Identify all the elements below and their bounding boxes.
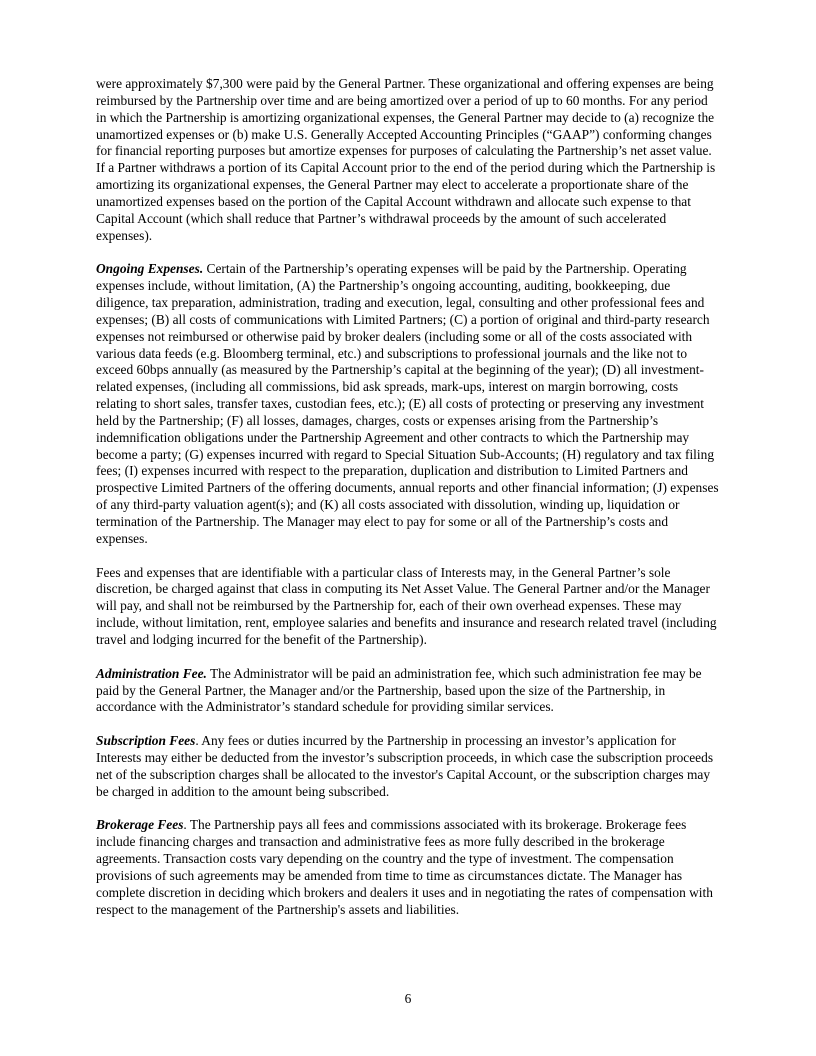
section-heading-brokerage-fees: Brokerage Fees [96,817,184,833]
paragraph-body: . Any fees or duties incurred by the Partnership in processing an investor’s application for Interests may either be deducted from the investor’s subscription proceeds, in which case the subscription proceeds net of the subscription charges shall be allocated to the investor's Capital Account, or the subscription charges may be charged in addition to the amount being subscribed. [96,733,714,799]
paragraph-class-fees [96,565,720,649]
document-body [96,76,720,935]
section-heading-ongoing-expenses: Ongoing Expenses. [96,261,204,277]
paragraph-body: The Administrator will be paid an administration fee, which such administration fee may be paid by the General Partner, the Manager and/or the Partnership, based upon the size of the Partnership, in accordance with the Administrator’s standard schedule for providing similar services. [96,665,702,715]
paragraph-body: were approximately $7,300 were paid by the General Partner. These organizational and offering expenses are being reimbursed by the Partnership over time and are being amortized over a period of up to 60 months. For any period in which the Partnership is amortizing organizational expenses, the General Partner may decide to (a) recognize the unamortized expenses or (b) make U.S. Generally Accepted Accounting Principles (“GAAP”) conforming changes for financial reporting purposes but amortize expenses for purposes of calculating the Partnership’s net asset value. If a Partner withdraws a portion of its Capital Account prior to the end of the period during which the Partnership is amortizing its organizational expenses, the General Partner may elect to accelerate a proportionate share of the unamortized expenses based on the portion of the Capital Account withdrawn and allocate such expense to that Capital Account (which shall reduce that Partner’s withdrawal proceeds by the amount of such accelerated expenses). [96,76,716,243]
page-number: 6 [404,991,412,1006]
paragraph-body: . The Partnership pays all fees and commissions associated with its brokerage. Brokerage fees include financing charges and transaction and administrative fees as more fully described in the brokerage agreements. Transaction costs vary depending on the country and the type of investment. The compensation provisions of such agreements may be amended from time to time as circumstances dictate. The Manager has complete discretion in deciding which brokers and dealers it uses and in negotiating the rates of compensation with respect to the management of the Partnership's assets and liabilities. [96,817,713,917]
section-heading-subscription-fees: Subscription Fees [96,733,196,749]
paragraph-administration-fee [96,666,720,717]
paragraph-ongoing-expenses [96,261,720,547]
section-heading-administration-fee: Administration Fee. [96,665,207,681]
paragraph-subscription-fees [96,733,720,800]
paragraph-body: Fees and expenses that are identifiable with a particular class of Interests may, in the General Partner’s sole discretion, be charged against that class in computing its Net Asset Value. The General Partner and/or the Manager will pay, and shall not be reimbursed by the Partnership for, each of their own overhead expenses. These may include, without limitation, rent, employee salaries and benefits and insurance and research related travel (including travel and lodging incurred for the benefit of the Partnership). [96,564,717,647]
paragraph-body: Certain of the Partnership’s operating expenses will be paid by the Partnership. Operating expenses include, without limitation, (A) the Partnership’s ongoing accounting, auditing, bookkeeping, due diligence, tax preparation, administration, trading and execution, legal, consulting and other professional fees and expenses; (B) all costs of communications with Limited Partners; (C) a portion of original and third-party research expenses not reimbursed or otherwise paid by broker dealers (including some or all of the costs associated with various data feeds (e.g. Bloomberg terminal, etc.) and subscriptions to professional journals and the like not to exceed 60bps annually (as measured by the Partnership’s capital at the beginning of the year); (D) all investment-related expenses, (including all commissions, bid ask spreads, mark-ups, interest on margin borrowing, costs relating to short sales, transfer taxes, custodian fees, etc.); (E) all costs of protecting or preserving any investment held by the Partnership; (F) all losses, damages, charges, costs or expenses arising from the Partnership’s indemnification obligations under the Partnership Agreement and other contracts to which the Partnership may become a party; (G) expenses incurred with regard to Special Situation Sub-Accounts; (H) regulatory and tax filing fees; (I) expenses incurred with respect to the preparation, duplication and distribution to Limited Partners and prospective Limited Partners of the offering documents, annual reports and other financial information; (J) expenses of any third-party valuation agent(s); and (K) all costs associated with dissolution, winding up, liquidation or termination of the Partnership. The Manager may elect to pay for some or all of the Partnership’s costs and expenses. [96,261,719,546]
paragraph-organizational-expenses [96,76,720,244]
paragraph-brokerage-fees [96,817,720,918]
